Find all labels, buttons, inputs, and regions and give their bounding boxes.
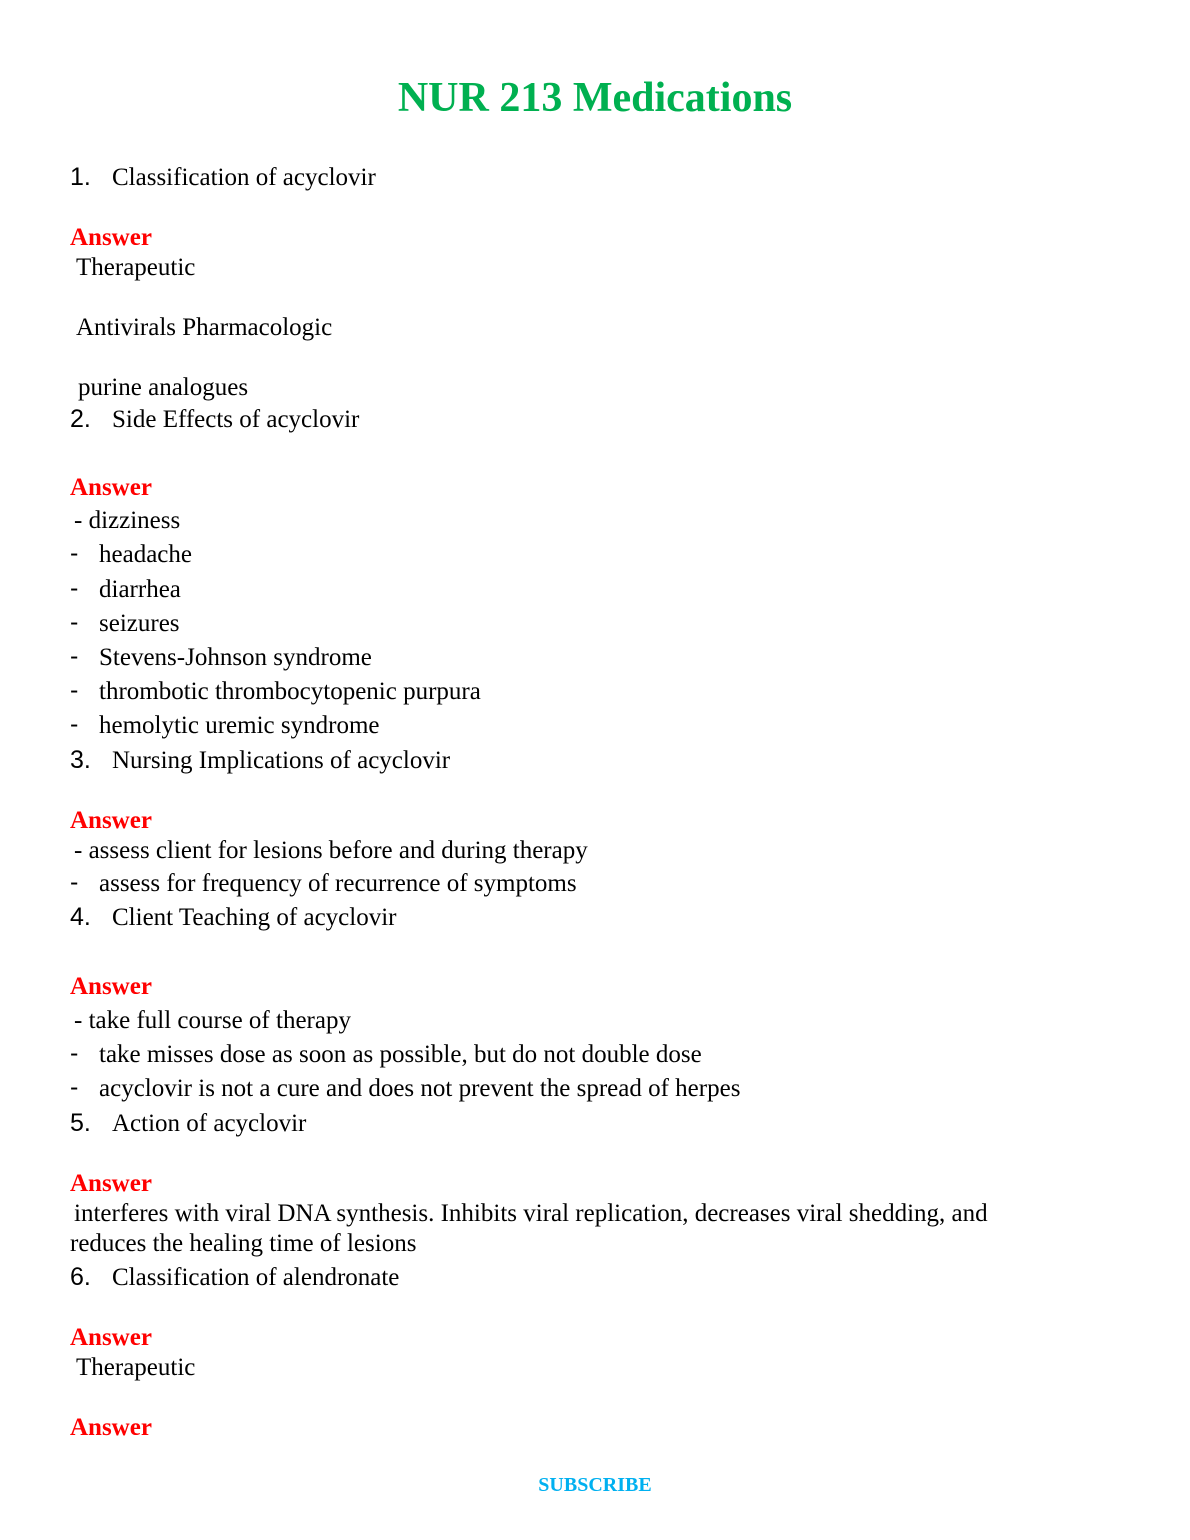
bullet-item: thrombotic thrombocytopenic purpura	[99, 678, 481, 705]
bullet-dash: -	[70, 642, 79, 670]
answer-label: Answer	[70, 973, 152, 1000]
question-number: 2.	[70, 405, 91, 433]
answer-label: Answer	[70, 1170, 152, 1197]
answer-line: - dizziness	[74, 507, 181, 534]
bullet-item: assess for frequency of recurrence of symptoms	[99, 870, 577, 897]
question-text: Nursing Implications of acyclovir	[112, 747, 451, 774]
bullet-dash: -	[70, 1039, 79, 1067]
bullet-item: acyclovir is not a cure and does not prevent the spread of herpes	[99, 1075, 741, 1102]
answer-line: purine analogues	[78, 374, 249, 401]
question-text: Classification of acyclovir	[112, 164, 376, 191]
answer-label: Answer	[70, 224, 152, 251]
answer-label: Answer	[70, 474, 152, 501]
bullet-dash: -	[70, 608, 79, 636]
question-text: Action of acyclovir	[112, 1110, 307, 1137]
question-number: 5.	[70, 1109, 91, 1137]
question-text: Client Teaching of acyclovir	[112, 904, 397, 931]
question-number: 6.	[70, 1263, 91, 1291]
answer-line: Therapeutic	[76, 1354, 196, 1381]
bullet-dash: -	[70, 868, 79, 896]
answer-line: reduces the healing time of lesions	[70, 1230, 417, 1257]
bullet-dash: -	[70, 539, 79, 567]
bullet-dash: -	[70, 1073, 79, 1101]
answer-label: Answer	[70, 807, 152, 834]
question-text: Classification of alendronate	[112, 1264, 400, 1291]
answer-label: Answer	[70, 1324, 152, 1351]
bullet-item: take misses dose as soon as possible, but do not double dose	[99, 1041, 702, 1068]
answer-label: Answer	[70, 1414, 152, 1441]
question-number: 3.	[70, 746, 91, 774]
bullet-item: headache	[99, 541, 192, 568]
question-number: 1.	[70, 163, 91, 191]
page-title: NUR 213 Medications	[397, 75, 793, 121]
bullet-item: diarrhea	[99, 576, 181, 603]
bullet-dash: -	[70, 574, 79, 602]
question-number: 4.	[70, 903, 91, 931]
answer-line: - take full course of therapy	[74, 1007, 351, 1034]
subscribe-link[interactable]: SUBSCRIBE	[538, 1474, 652, 1496]
bullet-dash: -	[70, 710, 79, 738]
answer-line: Therapeutic	[76, 254, 196, 281]
bullet-item: hemolytic uremic syndrome	[99, 712, 380, 739]
answer-line: interferes with viral DNA synthesis. Inhibits viral replication, decreases viral shedding, and	[74, 1200, 988, 1227]
question-text: Side Effects of acyclovir	[112, 406, 360, 433]
bullet-dash: -	[70, 676, 79, 704]
bullet-item: Stevens-Johnson syndrome	[99, 644, 372, 671]
answer-line: - assess client for lesions before and during therapy	[74, 837, 588, 864]
bullet-item: seizures	[99, 610, 180, 637]
answer-line: Antivirals Pharmacologic	[76, 314, 333, 341]
